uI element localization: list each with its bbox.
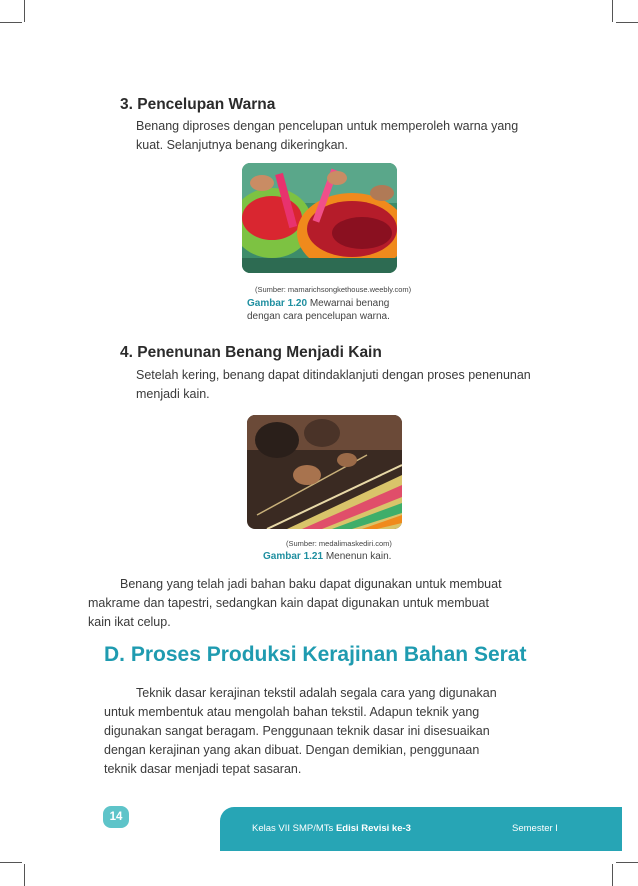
- body-paragraph: [88, 575, 544, 632]
- section-heading: D. Proses Produksi Kerajinan Bahan Serat: [104, 643, 527, 666]
- page-number: 14: [103, 806, 129, 828]
- text-line: Teknik dasar kerajinan tekstil adalah segala cara yang digunakan: [136, 686, 497, 700]
- text-line: teknik dasar menjadi tepat sasaran.: [104, 762, 302, 776]
- crop-mark: [616, 862, 638, 863]
- step-description: [136, 117, 544, 155]
- text-line: Setelah kering, benang dapat ditindaklanjuti dengan proses penenunan: [136, 368, 531, 382]
- photo-credit: (Sumber: mamarichsongkethouse.weebly.com): [255, 285, 412, 294]
- book-edition: Edisi Revisi ke-3: [335, 823, 411, 834]
- step-title-text: Pencelupan Warna: [137, 96, 276, 113]
- text-line: kuat. Selanjutnya benang dikeringkan.: [136, 138, 348, 152]
- section-paragraph: [104, 684, 544, 779]
- crop-mark: [24, 0, 25, 22]
- text-line: makrame dan tapestri, sedangkan kain dapat digunakan untuk membuat: [88, 596, 489, 610]
- text-line: digunakan sangat beragam. Penggunaan teknik dasar ini disesuaikan: [104, 724, 490, 738]
- text-line: Benang yang telah jadi bahan baku dapat digunakan untuk membuat: [120, 577, 502, 591]
- crop-mark: [616, 22, 638, 23]
- step-title: [120, 96, 275, 114]
- crop-mark: [24, 864, 25, 886]
- dyeing-illustration: [242, 163, 397, 273]
- crop-mark: [0, 862, 22, 863]
- step-description: [136, 366, 544, 404]
- semester-label: Semester I: [512, 823, 558, 834]
- weaving-illustration: [247, 415, 402, 529]
- book-prefix: Kelas VII SMP/MTs: [252, 823, 336, 834]
- figure-label: Gambar 1.20: [247, 298, 308, 309]
- crop-mark: [612, 864, 613, 886]
- caption-text: Mewarnai benang: [307, 298, 390, 309]
- weaving-photo: [247, 415, 402, 529]
- crop-mark: [612, 0, 613, 22]
- figure-caption: [263, 550, 391, 563]
- caption-text: Menenun kain.: [323, 551, 392, 562]
- book-title: [252, 823, 411, 834]
- step-number: 4.: [120, 344, 133, 361]
- photo-credit: (Sumber: medalimaskediri.com): [286, 539, 392, 548]
- dyeing-photo: [242, 163, 397, 273]
- text-line: kain ikat celup.: [88, 615, 171, 629]
- figure-caption: [247, 297, 390, 323]
- step-title-text: Penenunan Benang Menjadi Kain: [137, 344, 382, 361]
- caption-text: dengan cara pencelupan warna.: [247, 311, 390, 322]
- text-line: dengan kerajinan yang akan dibuat. Dengan demikian, penggunaan: [104, 743, 480, 757]
- text-line: untuk membentuk atau mengolah bahan tekstil. Adapun teknik yang: [104, 705, 480, 719]
- step-title: [120, 344, 382, 362]
- step-number: 3.: [120, 96, 133, 113]
- text-line: Benang diproses dengan pencelupan untuk memperoleh warna yang: [136, 119, 519, 133]
- figure-label: Gambar 1.21: [263, 551, 324, 562]
- crop-mark: [0, 22, 22, 23]
- text-line: menjadi kain.: [136, 387, 210, 401]
